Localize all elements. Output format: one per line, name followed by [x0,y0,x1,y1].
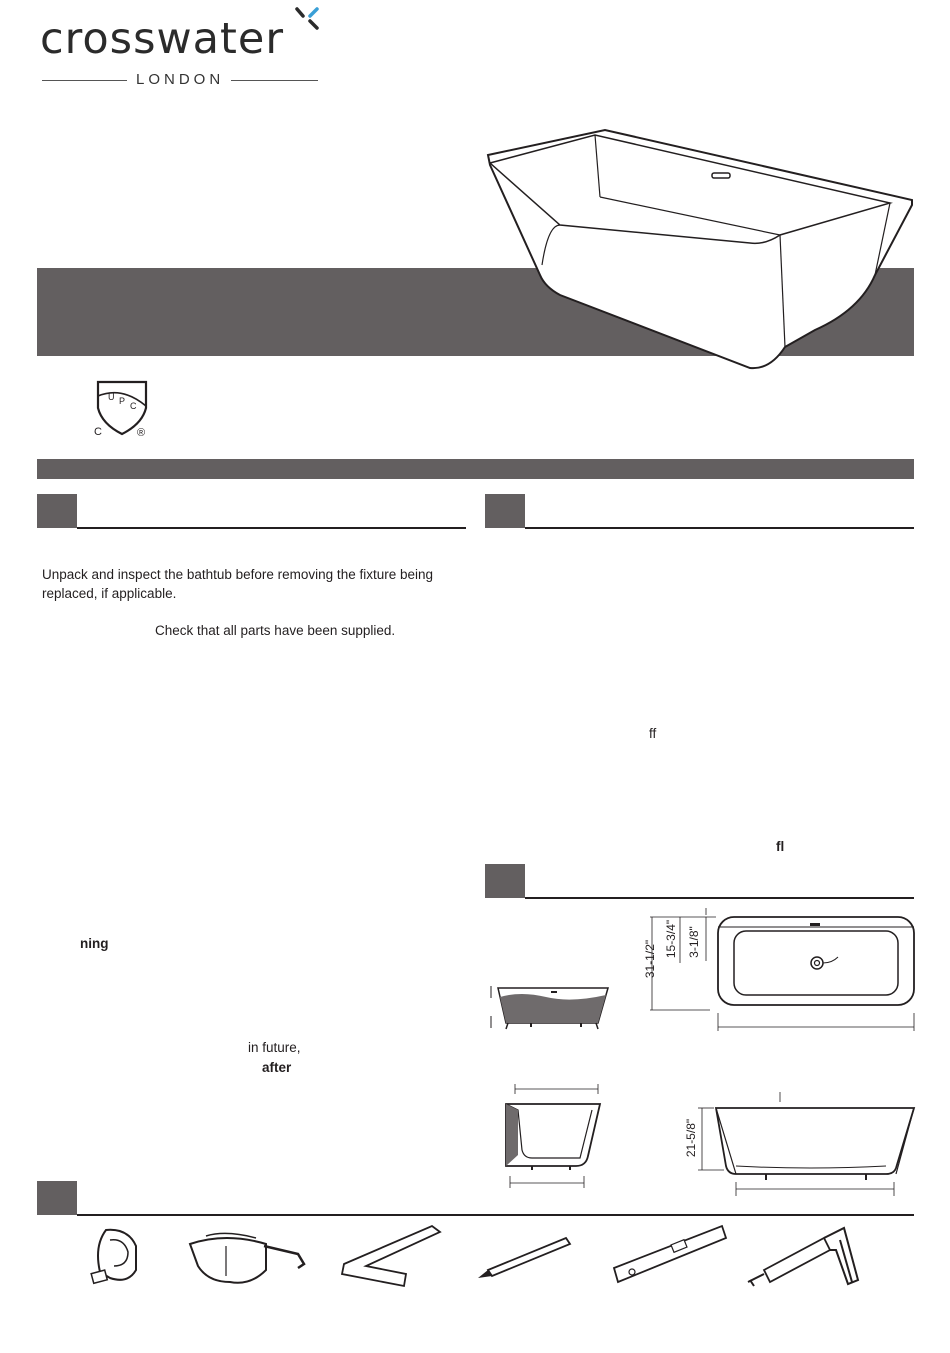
text-fragment-fl: fl [776,839,785,854]
caulking-gun-icon [744,1220,864,1292]
upc-shield-icon [92,378,154,440]
dimension-label-3: 3-1/8" [687,926,701,958]
upc-letter-p: P [119,396,126,406]
upc-letter-c: C [130,401,137,411]
right-section-number-box [485,494,525,528]
text-fragment-future: in future, [248,1040,301,1055]
safety-glasses-icon [186,1226,310,1292]
bathtub-hero-illustration [480,125,920,375]
carpenter-square-icon [340,1224,444,1288]
right-section-rule [525,527,914,529]
cert-mark-r: ® [137,427,146,439]
pencil-icon [474,1234,574,1280]
dimensions-section-number-box [485,864,525,898]
section-band [37,459,914,479]
tub-water-level-diagram [486,983,611,1033]
dimension-label-4: 21-5/8" [684,1118,698,1158]
cert-mark-c: C [94,426,102,438]
tape-measure-icon [88,1226,148,1290]
tub-top-view-diagram [640,905,920,1035]
left-section-number-box [37,494,77,528]
brand-x-icon [293,6,321,32]
brand-location: LONDON [136,71,225,88]
tools-section-rule [77,1214,914,1216]
brand-wordmark: crosswater [40,14,285,64]
left-section-rule [77,527,466,529]
tub-long-section-diagram [680,1088,920,1200]
upc-letter-u: U [108,392,115,402]
unpack-instruction: Unpack and inspect the bathtub before removing the fixture being replaced, if applicable. [42,567,433,601]
text-fragment-ning: ning [80,936,109,951]
parts-check-instruction: Check that all parts have been supplied. [155,623,396,638]
tub-end-section-diagram [500,1080,605,1190]
text-fragment-after: after [262,1060,292,1075]
logo-rule-left [42,80,127,81]
logo-rule-right [231,80,318,81]
tools-section-number-box [37,1181,77,1215]
spirit-level-icon [612,1224,730,1290]
text-fragment-ff: ff [649,726,657,741]
dimension-label-2: 15-3/4" [664,919,678,959]
dimension-label-1: 31-1/2" [643,939,657,979]
dimensions-section-rule [525,897,914,899]
